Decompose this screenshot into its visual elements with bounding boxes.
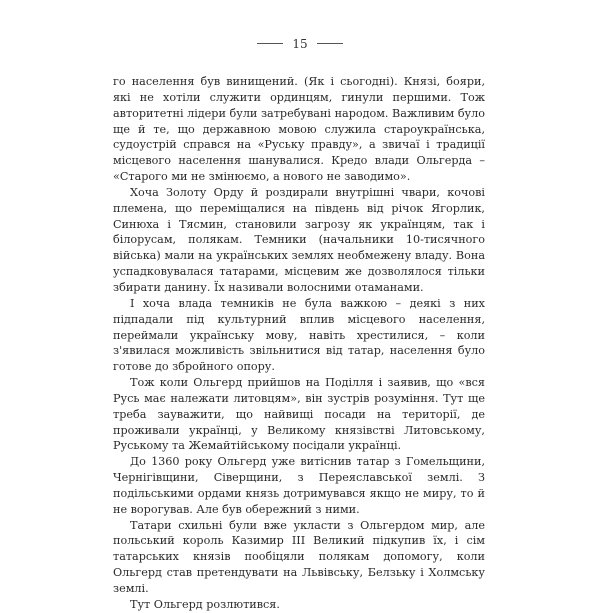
page-header: [0, 36, 600, 51]
paragraph: Тож коли Ольгерд прийшов на Поділля і заявив, що «вся Русь має належати литовцям», він зустрів розуміння. Тут ще треба зауважити, що найвищі посади на території, де проживали українці, у Великому князівстві Литовському, Руському та Жемайтійському посідали українці.: [113, 376, 485, 453]
paragraph: го населення був винищений. (Як і сьогодні). Князі, бояри, які не хотіли служити ординцям, гинули першими. Тож авторитетні лідери були затребувані народом. Важливим було ще й те, що державною мовою служила староукраїнська, судоустрій справся на «Руську правду», а звичаї і традиції місцевого населення шанувалися. Кредо влади Ольгерда – «Старого ми не змінюємо, а нового не заводимо».: [113, 75, 485, 184]
paragraph: Тут Ольгерд розлютився.: [130, 597, 280, 611]
header-rule-left: [257, 43, 283, 44]
paragraph: Татари схильні були вже укласти з Ольгердом мир, але польський король Казимир ІІІ Великий підкупив їх, і сім татарських князів пообіцяли полякам допомогу, коли Ольгерд став претендувати на Львівську, Белзьку і Холмську землі.: [113, 518, 485, 595]
paragraph: До 1360 року Ольгерд уже витіснив татар з Гомельщини, Чернігівщини, Сіверщини, з Переяславської землі. З подільськими ордами князь дотримувався якщо не миру, то й не ворогував. Але був обережний з ними.: [113, 455, 485, 516]
paragraph: І хоча влада темників не була важкою – деякі з них підпадали під культурний вплив місцевого населення, переймали українську мову, навіть хрестилися, – коли з'явилася можливість звільнитися від татар, населення було готове до збройного опору.: [113, 296, 485, 374]
header-rule-right: [317, 43, 343, 44]
page-number: 15: [292, 36, 308, 51]
page-body-text: [113, 74, 485, 613]
paragraph: Хоча Золоту Орду й роздирали внутрішні чвари, кочові племена, що переміщалися на південь від річок Ягорлик, Синюха і Тясмин, становили загрозу як українцям, так і білорусам, полякам. Темники (начальники 10-тисячного війська) мали на українських землях необмежену владу. Вона успадковувалася татарами, місцевим же дозволялося тільки збирати данину. Їх називали волосними отаманами.: [113, 185, 485, 294]
